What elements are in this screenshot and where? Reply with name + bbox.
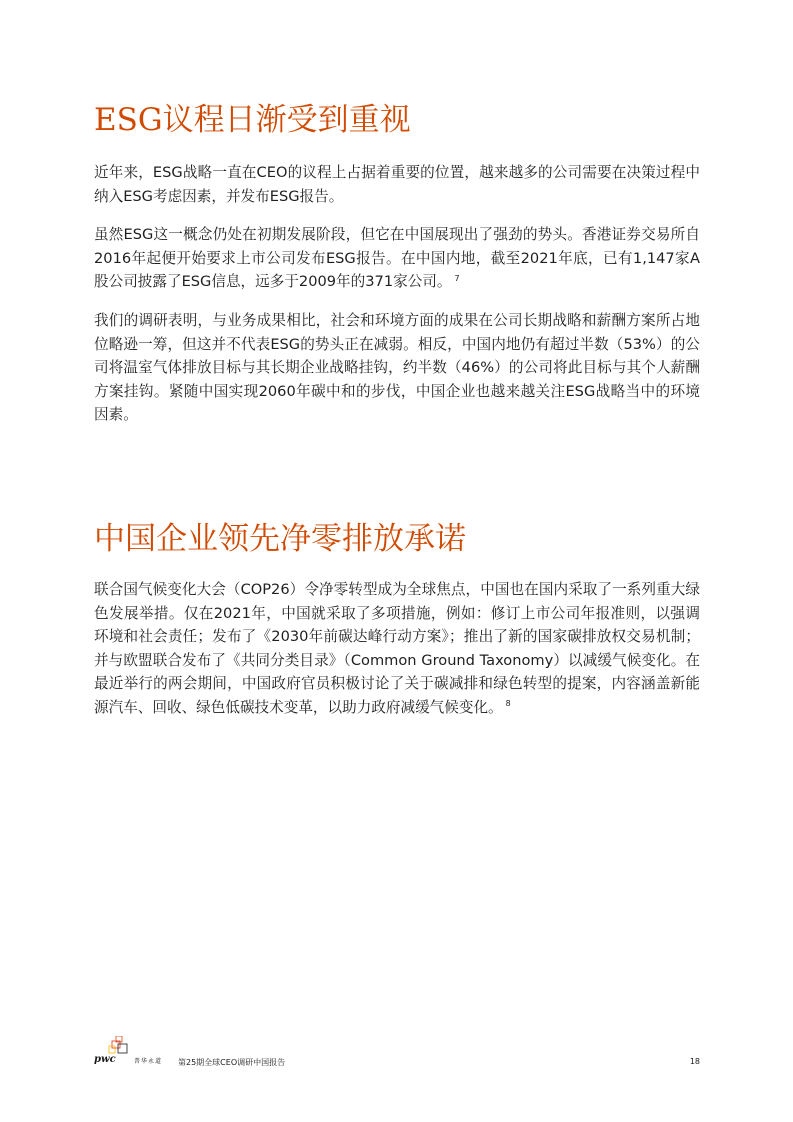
paragraph [94, 578, 700, 720]
footnote-marker: 7 [454, 273, 460, 283]
section-esg-agenda [94, 100, 700, 427]
section-heading: 中国企业领先净零排放承诺 [94, 521, 466, 557]
section-heading: ESG议程日渐受到重视 [94, 102, 411, 138]
paragraph [94, 309, 700, 427]
paragraph-text: 联合国气候变化大会（COP26）令净零转型成为全球焦点，中国也在国内采取了一系列重大绿色发展举措。仅在2021年，中国就采取了多项措施，例如：修订上市公司年报准则，以强调环境和社会责任；发布了《2030年前碳达峰行动方案》；推出了新的国家碳排放权交易机制；并与欧盟联合发布了《共同分类目录》（Common Ground Taxonomy）以减缓气候变化。在最近举行的两会期间，中国政府官员积极讨论了关于碳减排和绿色转型的提案，内容涵盖新能源汽车、回收、绿色低碳技术变革，以助力政府减缓气候变化。 [94, 581, 700, 716]
section-net-zero [94, 519, 700, 720]
footnote-marker: 8 [505, 699, 511, 709]
paragraph-text: 虽然ESG这一概念仍处在初期发展阶段，但它在中国展现出了强劲的势头。香港证券交易所自2016年起便开始要求上市公司发布ESG报告。在中国内地，截至2021年底，已有1,147家A股公司披露了ESG信息，远多于2009年的371家公司。 [94, 226, 700, 291]
pwc-logo-mark-icon [108, 1036, 130, 1054]
pwc-logo-text: pwc [94, 1054, 116, 1065]
paragraph [94, 161, 700, 208]
paragraph-text: 我们的调研表明，与业务成果相比，社会和环境方面的成果在公司长期战略和薪酬方案所占地位略逊一筹，但这并不代表ESG的势头正在减弱。相反，中国内地仍有超过半数（53%）的公司将温室气体排放目标与其长期企业战略挂钩，约半数（46%）的公司将此目标与其个人薪酬方案挂钩。紧随中国实现2060年碳中和的步伐，中国企业也越来越关注ESG战略当中的环境因素。 [94, 311, 700, 424]
report-title: 第25期全球CEO调研中国报告 [178, 1058, 286, 1067]
pwc-logo [94, 1036, 164, 1072]
pwc-logo-chinese: 普华永道 [134, 1058, 163, 1065]
page-number: 18 [689, 1057, 700, 1066]
page-footer [94, 1036, 700, 1076]
paragraph-text: 近年来，ESG战略一直在CEO的议程上占据着重要的位置，越来越多的公司需要在决策过程中纳入ESG考虑因素，并发布ESG报告。 [94, 164, 700, 205]
paragraph [94, 223, 700, 294]
